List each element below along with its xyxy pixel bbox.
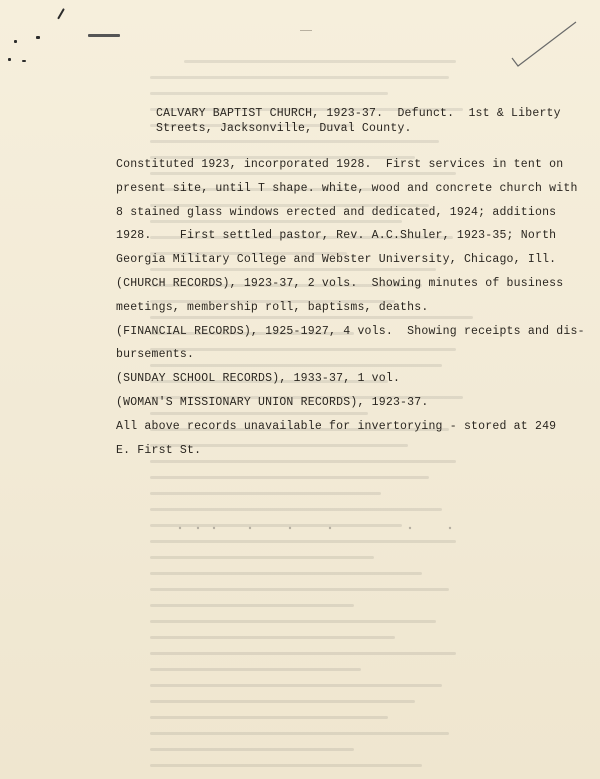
body-line-4: 1928. First settled pastor, Rev. A.C.Shuler, 1923-35; North xyxy=(116,229,557,243)
body-line-6: (CHURCH RECORDS), 1923-37, 2 vols. Showing minutes of business xyxy=(116,276,564,290)
entry-body xyxy=(116,153,585,462)
pen-mark xyxy=(14,40,17,43)
entry-heading xyxy=(156,106,561,136)
heading-line-1: CALVARY BAPTIST CHURCH, 1923-37. Defunct. 1st & Liberty xyxy=(156,107,561,120)
body-line-2: present site, until T shape. white, wood and concrete church with xyxy=(116,181,578,195)
body-line-8: (FINANCIAL RECORDS), 1925-1927, 4 vols. Showing receipts and dis- xyxy=(116,324,585,338)
body-line-9: bursements. xyxy=(116,348,195,362)
body-line-1: Constituted 1923, incorporated 1928. First services in tent on xyxy=(116,158,564,171)
check-mark-icon xyxy=(510,20,580,70)
page-mark xyxy=(300,30,312,31)
body-line-11: (WOMAN'S MISSIONARY UNION RECORDS), 1923-37. xyxy=(116,395,429,409)
body-line-3: 8 stained glass windows erected and dedicated, 1924; additions xyxy=(116,205,557,219)
body-line-12: All above records unavailable for invertorying - stored at 249 xyxy=(116,419,557,433)
body-line-5: Georgia Military College and Webster University, Chicago, Ill. xyxy=(116,253,557,267)
body-line-13: E. First St. xyxy=(116,443,202,457)
body-line-10: (SUNDAY SCHOOL RECORDS), 1933-37, 1 vol. xyxy=(116,372,401,386)
bleed-dots xyxy=(150,522,510,534)
pen-mark xyxy=(88,34,120,37)
pen-mark xyxy=(22,60,26,62)
heading-line-2: Streets, Jacksonville, Duval County. xyxy=(156,122,412,135)
pen-mark xyxy=(36,36,40,39)
pen-mark xyxy=(8,58,11,61)
pen-mark xyxy=(57,8,65,19)
body-line-7: meetings, membership roll, baptisms, deaths. xyxy=(116,300,429,314)
